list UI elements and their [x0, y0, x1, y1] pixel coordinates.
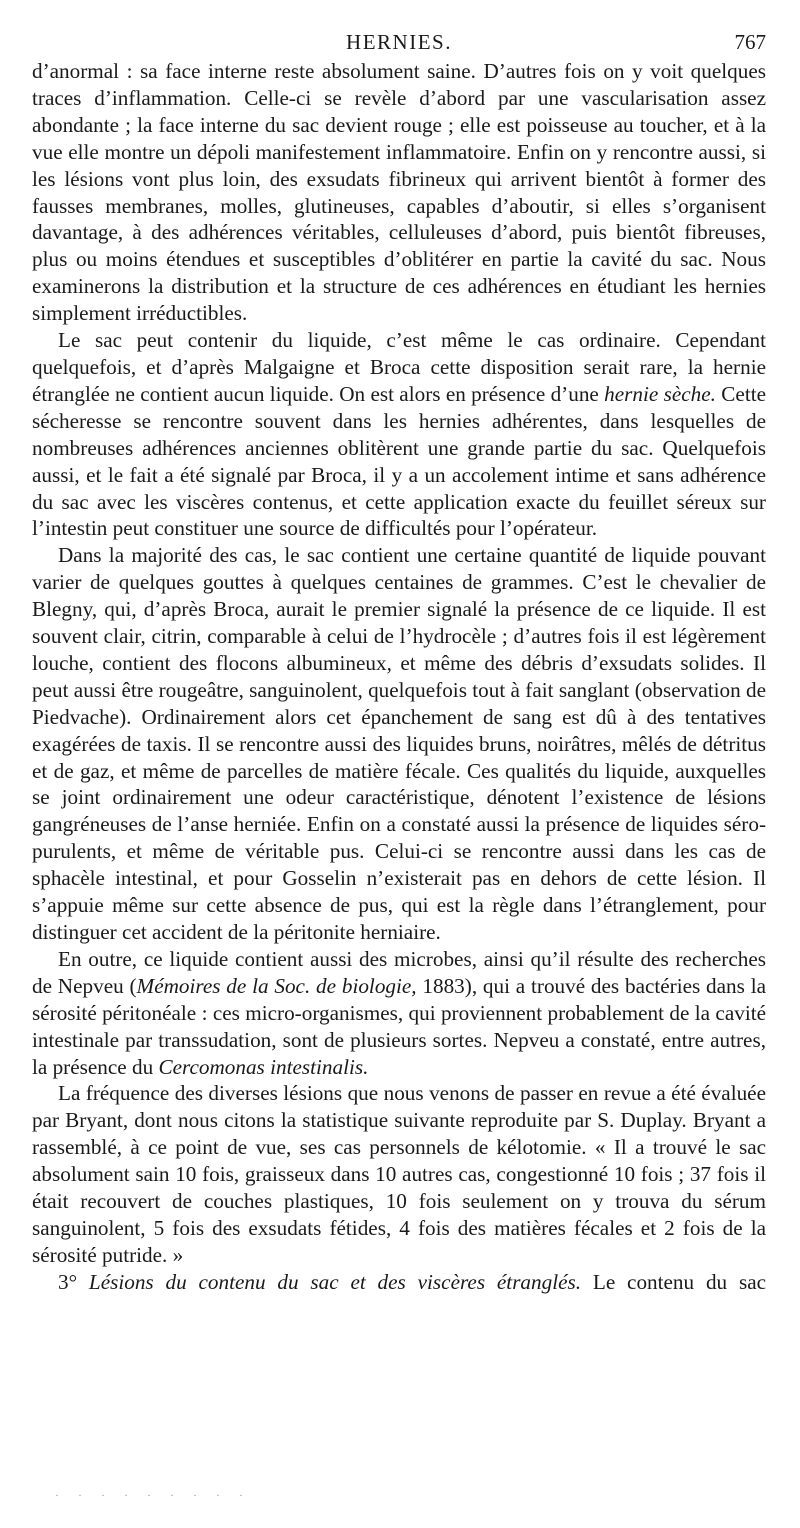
italic-citation: Mémoires de la Soc. de biologie,	[136, 973, 417, 998]
book-page	[32, 30, 766, 1296]
paragraph-sac-inflammation: d’anormal : sa face interne reste absolument saine. D’autres fois on y voit quelques traces d’inflammation. Celle-ci se revèle d’abord par une vascularisation assez abondante ; la face interne du sac devient rouge ; elle est poisseuse au toucher, et à la vue elle montre un dépoli manifestement inflammatoire. Enfin on y rencontre aussi, si les lésions vont plus loin, des exsudats fibrineux qui arrivent bientôt à former des fausses membranes, molles, glutineuses, capables d’aboutir, si elles s’organisent davantage, à des adhérences véritables, celluleuses d’abord, puis bientôt fibreuses, plus ou moins étendues et susceptibles d’oblitérer en partie la cavité du sac. Nous examinerons la distribution et la structure de ces adhérences en étudiant les hernies simplement irréductibles.	[32, 59, 766, 326]
paragraph-section-heading	[32, 1269, 766, 1296]
running-title: HERNIES.	[346, 30, 452, 54]
paragraph-microbes	[32, 946, 766, 1081]
paragraph-text: Le sac peut contenir du liquide, c’est même le cas ordinaire. Cependant quelquefois, et d’après Malgaigne et Broca cette disposition serait rare, la hernie étranglée ne contient aucun liquide. On est alors en présence d’une	[32, 328, 766, 406]
page-number: 767	[734, 30, 766, 54]
paragraph-text: 1883), qui a trouvé des bactéries dans la sérosité péritonéale : ces micro-organismes, qui proviennent probablement de la cavité intestinale par transsudation, sont de plusieurs sortes. Nepveu a constaté, entre autres, la présence du	[32, 973, 766, 1079]
scan-artifact-marks: · · · · · · · · ·	[55, 1488, 251, 1502]
italic-species: Cercomonas intestinalis.	[158, 1054, 369, 1079]
italic-term: hernie sèche.	[604, 381, 716, 406]
paragraph-text: Cette sécheresse se rencontre souvent dans les hernies adhérentes, dans lesquelles de nombreuses adhérences anciennes oblitèrent une grande partie du sac. Quelquefois aussi, et le fait a été signalé par Broca, il y a un accolement intime et sans adhérence du sac avec les viscères contenus, et cette application exacte du feuillet séreux sur l’intestin peut constituer une source de difficultés pour l’opérateur.	[32, 381, 766, 541]
paragraph-quantite-liquide: Dans la majorité des cas, le sac contient une certaine quantité de liquide pouvant varier de quelques gouttes à quelques centaines de grammes. C’est le chevalier de Blegny, qui, d’après Broca, aurait le premier signalé la présence de ce liquide. Il est souvent clair, citrin, comparable à celui de l’hydrocèle ; d’autres fois il est légèrement louche, contient des flocons albumineux, et même des débris d’exsudats solides. Il peut aussi être rougeâtre, sanguinolent, quelquefois tout à fait sanglant (observation de Piedvache). Ordinairement alors cet épanchement de sang est dû à des tentatives exagérées de taxis. Il se rencontre aussi des liquides bruns, noirâtres, mêlés de détritus et de gaz, et même de parcelles de matière fécale. Ces qualités du liquide, auxquelles se joint ordinairement une odeur caractéristique, dénotent l’existence de lésions gangréneuses de l’anse herniée. Enfin on a constaté aussi la présence de liquides séro-purulents, et même de véritable pus. Celui-ci se rencontre aussi dans les cas de sphacèle intestinal, et pour Gosselin n’existerait pas en dehors de cette lésion. Il s’appuie même sur cette absence de pus, qui est la règle dans l’étranglement, pour distinguer cet accident de la péritonite herniaire.	[32, 543, 766, 944]
section-title: Lésions du contenu du sac et des viscères étranglés.	[88, 1269, 582, 1294]
section-number: 3°	[58, 1269, 78, 1294]
paragraph-text: En outre, ce liquide contient aussi des microbes, ainsi qu’il résulte des recherches de Nepveu (	[32, 946, 766, 998]
running-head	[32, 30, 766, 58]
paragraph-sac-liquide	[32, 327, 766, 542]
paragraph-statistique: La fréquence des diverses lésions que nous venons de passer en revue a été évaluée par Bryant, dont nous citons la statistique suivante reproduite par S. Duplay. Bryant a rassemblé, à ce point de vue, ses cas personnels de kélotomie. « Il a trouvé le sac absolument sain 10 fois, graisseux dans 10 autres cas, congestionné 10 fois ; 37 fois il était recouvert de couches plastiques, 10 fois seulement on y trouva du sérum sanguinolent, 5 fois des exsudats fétides, 4 fois des matières fécales et 2 fois de la sérosité putride. »	[32, 1081, 766, 1267]
body-text	[32, 58, 766, 1296]
paragraph-text: Le contenu du sac	[581, 1269, 767, 1294]
